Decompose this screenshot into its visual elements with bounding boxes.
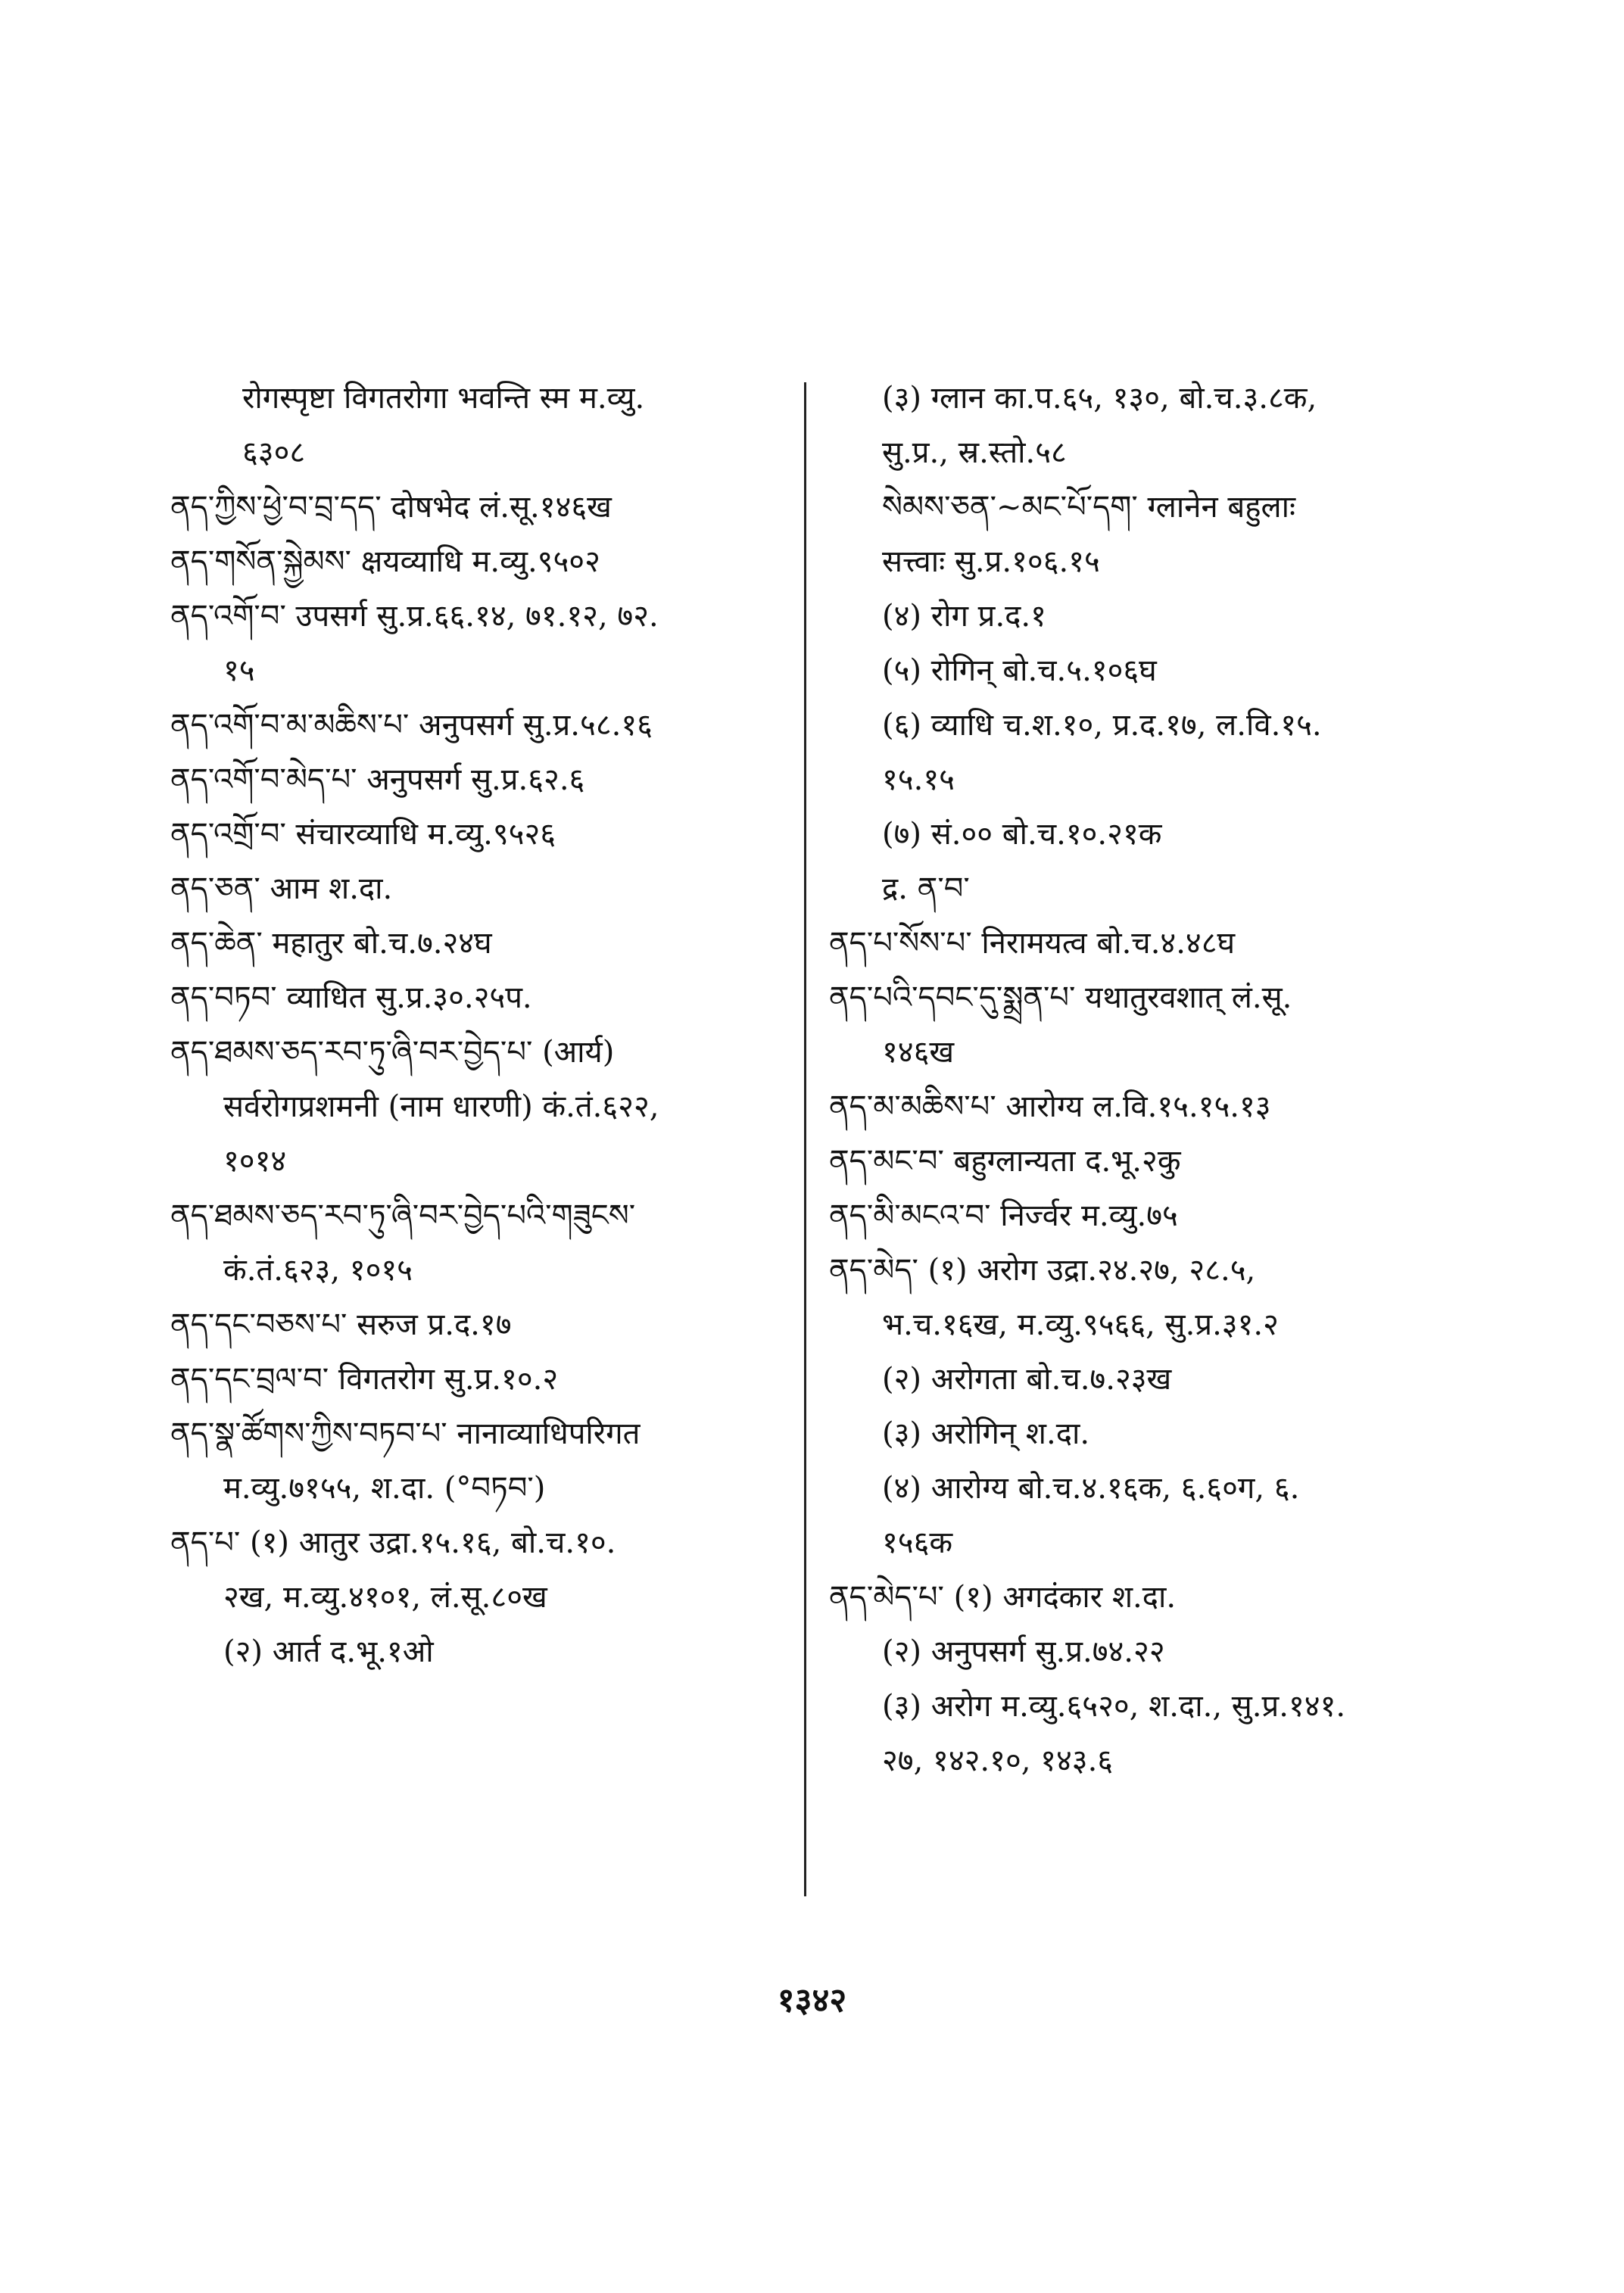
entry-line: १५६क <box>882 1525 953 1560</box>
entry-line: १५.१५ <box>882 762 955 797</box>
entry-line: ནད་འགྲོ་བ་ संचारव्याधि म.व्यु.९५२६ <box>170 817 556 852</box>
entry-line: (४) आरोग्य बो.च.४.१६क, ६.६०ग, ६. <box>882 1471 1300 1506</box>
entry-line: द्र. ན་བ་ <box>882 871 970 906</box>
entry-line: कं.तं.६२३, १०१५ <box>223 1253 413 1288</box>
entry-line: २७, १४२.१०, १४३.६ <box>882 1743 1114 1778</box>
column-divider <box>804 382 806 1896</box>
entry-line: (२) आर्त द.भू.१ओ <box>223 1634 434 1669</box>
entry-line: (६) व्याधि च.श.१०, प्र.द.१७, ल.वि.१५. <box>882 708 1322 743</box>
right-column <box>829 371 1450 1788</box>
entry-line: ནད་མེད་ (१) अरोग उद्रा.२४.२७, २८.५, <box>829 1253 1256 1288</box>
entry-line: ནད་ཀྱིས་ཕྱེ་བ་བྲ་དད་ दोषभेद लं.सू.१४६ख <box>170 490 612 525</box>
entry-line: सत्त्वाः सु.प्र.१०६.१५ <box>882 544 1100 579</box>
entry-line: ནད་དང་བཅས་པ་ सरुज प्र.द.१७ <box>170 1307 512 1342</box>
entry-line: ནད་མེད་པ་ (१) अगदंकार श.दा. <box>829 1580 1177 1615</box>
entry-line: སེམས་ཅན་~མང་པོ་དག་ ग्लानेन बहुलाः <box>882 490 1296 525</box>
entry-line: ནད་དང་བྲལ་བ་ विगतरोग सु.प्र.१०.२ <box>170 1362 559 1397</box>
entry-line: (२) अरोगता बो.च.७.२३ख <box>882 1362 1172 1397</box>
entry-line: ནད་འགོ་བ་མ་མཆིས་པ་ अनुपसर्ग सु.प्र.५८.१६ <box>170 708 653 743</box>
entry-line: सर्वरोगप्रशमनी (नाम धारणी) कं.तं.६२२, <box>223 1089 659 1124</box>
entry-line: ནད་ཆེན་ महातुर बो.च.७.२४घ <box>170 926 492 961</box>
entry-line: ནད་གསོན་སྐྱེམས་ क्षयव्याधि म.व्यु.९५०२ <box>170 544 600 579</box>
entry-line: ནད་ཅན་ आम श.दा. <box>170 871 393 906</box>
entry-line: ནད་པའི་དབང་དུ་སྨྲན་པ་ यथातुरवशात् लं.सू. <box>829 980 1292 1015</box>
entry-line: (३) अरोग म.व्यु.६५२०, श.दा., सु.प्र.१४१. <box>882 1689 1346 1724</box>
entry-line: ནད་བཏབ་ व्याधित सु.प्र.३०.२५प. <box>170 980 532 1015</box>
entry-line: (५) रोगिन् बो.च.५.१०६घ <box>882 653 1157 688</box>
entry-line: १०१४ <box>223 1144 287 1179</box>
entry-line: ६३०८ <box>242 435 306 470</box>
entry-line: सु.प्र., स्र.स्तो.५८ <box>882 435 1067 470</box>
entry-line: ནད་འགོ་བ་ उपसर्ग सु.प्र.६६.१४, ७१.१२, ७२. <box>170 599 659 634</box>
entry-line: ནད་སྣ་ཚོགས་ཀྱིས་བཏབ་པ་ नानाव्याधिपरिगत <box>170 1416 641 1451</box>
entry-line: ནད་མི་མངའ་བ་ निर्ज्वर म.व्यु.७५ <box>829 1198 1178 1233</box>
entry-line: भ.च.१६ख, म.व्यु.९५६६, सु.प्र.३१.२ <box>882 1307 1279 1342</box>
entry-line: (४) रोग प्र.द.१ <box>882 599 1046 634</box>
entry-line: १५ <box>223 653 255 688</box>
entry-line: (२) अनुपसर्ग सु.प्र.७४.२२ <box>882 1634 1165 1669</box>
entry-line: (७) सं.०० बो.च.१०.२१क <box>882 817 1162 852</box>
entry-line: म.व्यु.७१५५, श.दा. (°བཏབ་) <box>223 1471 546 1506</box>
entry-line: ནད་པ་ (१) आतुर उद्रा.१५.१६, बो.च.१०. <box>170 1525 616 1560</box>
entry-line: रोगस्पृष्टा विगतरोगा भवन्ति स्म म.व्यु. <box>242 381 645 416</box>
entry-line: ནད་ཐམས་ཅད་རབ་ཏུ་ཞི་བར་བྱེད་པའི་གཟུངས་ <box>170 1198 636 1233</box>
entry-line: (३) ग्लान का.प.६५, १३०, बो.च.३.८क, <box>882 381 1317 416</box>
entry-line: (३) अरोगिन् श.दा. <box>882 1416 1090 1451</box>
entry-line: ནད་པ་སོས་པ་ निरामयत्व बो.च.४.४८घ <box>829 926 1236 961</box>
page-number: १३४२ <box>777 1981 847 2020</box>
entry-line: ནད་མང་བ་ बहुग्लान्यता द.भू.२कु <box>829 1144 1181 1179</box>
entry-line: ནད་མ་མཆིས་པ་ आरोग्य ल.वि.१५.१५.१३ <box>829 1089 1271 1124</box>
entry-line: ནད་འགོ་བ་མེད་པ་ अनुपसर्ग सु.प्र.६२.६ <box>170 762 585 797</box>
entry-line: १४६ख <box>882 1035 955 1070</box>
entry-line: ནད་ཐམས་ཅད་རབ་ཏུ་ཞི་བར་བྱེད་པ་ (आर्य) <box>170 1035 615 1070</box>
left-column <box>170 371 799 1679</box>
entry-line: २ख, म.व्यु.४१०१, लं.सू.८०ख <box>223 1580 547 1615</box>
